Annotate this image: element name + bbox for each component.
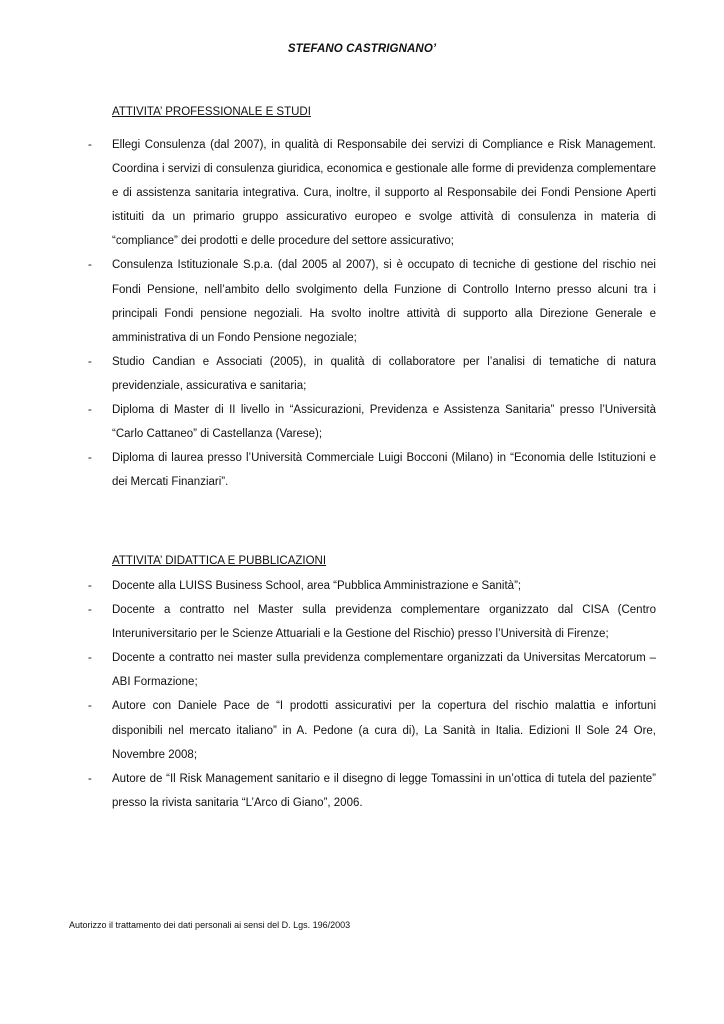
list-item bbox=[88, 694, 656, 766]
list-item-text: Docente a contratto nei master sulla previdenza complementare organizzati da Universitas Mercatorum – ABI Formazione; bbox=[112, 652, 656, 689]
list-item-text: Docente a contratto nel Master sulla previdenza complementare organizzato dal CISA (Centro Interuniversitario per le Scienze Attuariali e la Gestione del Rischio) presso l’Università di Firenze; bbox=[112, 604, 656, 641]
list-item bbox=[88, 398, 656, 446]
bullet-dash: - bbox=[88, 700, 92, 713]
list-item bbox=[88, 598, 656, 646]
list-item bbox=[88, 133, 656, 253]
list-item bbox=[88, 767, 656, 815]
list-item bbox=[88, 350, 656, 398]
section-heading-teaching: ATTIVITA’ DIDATTICA E PUBBLICAZIONI bbox=[112, 555, 327, 567]
list-item-text: Autore de “Il Risk Management sanitario e il disegno di legge Tomassini in un’ottica di tutela del paziente” presso la rivista sanitaria “L’Arco di Giano”, 2006. bbox=[112, 772, 656, 809]
list-item-text: Diploma di Master di II livello in “Assicurazioni, Previdenza e Assistenza Sanitaria” presso l’Università “Carlo Cattaneo” di Castellanza (Varese); bbox=[112, 404, 656, 441]
bullet-dash: - bbox=[88, 604, 92, 617]
list-item-text: Consulenza Istituzionale S.p.a. (dal 2005 al 2007), si è occupato di tecniche di gestione del rischio nei Fondi Pensione, nell’ambito dello svolgimento della Funzione di Controllo Interno presso alcuni tra i principali Fondi pensione negoziali. Ha svolto inoltre attività di supporto alla Direzione Generale e amministrativa di un Fondo Pensione negoziale; bbox=[112, 259, 656, 344]
list-item bbox=[88, 253, 656, 349]
list-item bbox=[88, 646, 656, 694]
list-item-text: Ellegi Consulenza (dal 2007), in qualità di Responsabile dei servizi di Compliance e Risk Management. Coordina i servizi di consulenza giuridica, economica e gestionale alle forme di previdenza complementare e di assistenza sanitaria integrativa. Cura, inoltre, il supporto al Responsabile dei Fondi Pensione Aperti istituiti da un primario gruppo assicurativo europeo e svolge attività di consulenza in materia di “compliance” dei prodotti e delle procedure del settore assicurativo; bbox=[112, 139, 656, 248]
bullet-dash: - bbox=[88, 772, 92, 785]
bullet-dash: - bbox=[88, 259, 92, 272]
bullet-dash: - bbox=[88, 404, 92, 417]
list-item bbox=[88, 574, 656, 598]
professional-list bbox=[88, 133, 656, 494]
teaching-list bbox=[88, 574, 656, 815]
bullet-dash: - bbox=[88, 452, 92, 465]
list-item bbox=[88, 446, 656, 494]
privacy-footer: Autorizzo il trattamento dei dati personali ai sensi del D. Lgs. 196/2003 bbox=[69, 920, 351, 930]
list-item-text: Studio Candian e Associati (2005), in qualità di collaboratore per l’analisi di tematiche di natura previdenziale, assicurativa e sanitaria; bbox=[112, 355, 656, 392]
bullet-dash: - bbox=[88, 652, 92, 665]
list-item-text: Docente alla LUISS Business School, area “Pubblica Amministrazione e Sanità”; bbox=[112, 580, 522, 592]
bullet-dash: - bbox=[88, 355, 92, 368]
page-title: STEFANO CASTRIGNANO’ bbox=[287, 43, 437, 55]
section-heading-professional: ATTIVITA’ PROFESSIONALE E STUDI bbox=[112, 106, 311, 118]
bullet-dash: - bbox=[88, 139, 92, 151]
bullet-dash: - bbox=[88, 580, 92, 592]
list-item-text: Autore con Daniele Pace de “I prodotti assicurativi per la copertura del rischio malattia e infortuni disponibili nel mercato italiano” in A. Pedone (a cura di), La Sanità in Italia. Edizioni Il Sole 24 Ore, Novembre 2008; bbox=[112, 700, 656, 761]
list-item-text: Diploma di laurea presso l’Università Commerciale Luigi Bocconi (Milano) in “Economia delle Istituzioni e dei Mercati Finanziari”. bbox=[112, 452, 656, 489]
